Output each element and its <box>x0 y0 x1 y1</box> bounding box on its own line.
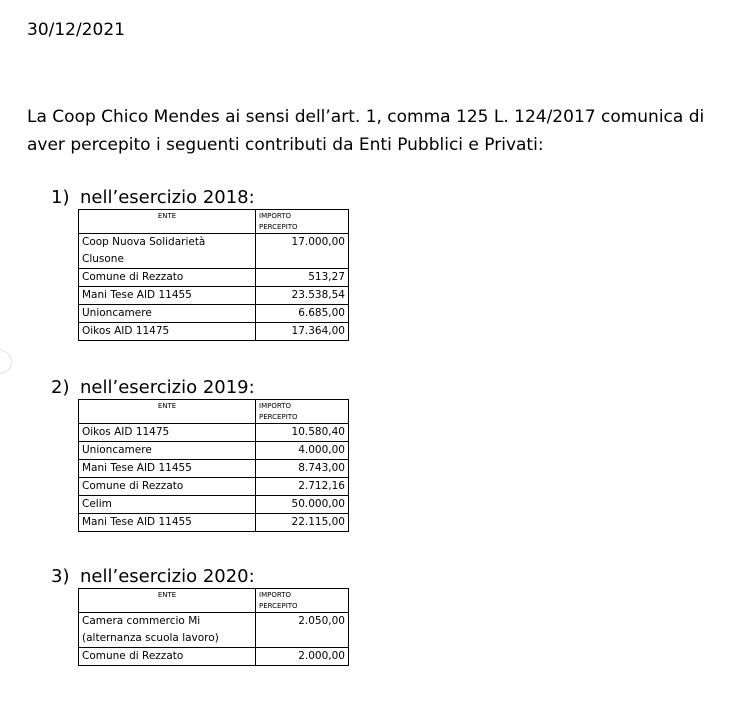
table-row <box>79 613 349 648</box>
section-heading: nell’esercizio 2019: <box>80 377 255 398</box>
header-ente: ENTE <box>79 210 256 234</box>
header-importo <box>256 210 349 234</box>
amount-cell: 2.050,00 <box>256 613 349 648</box>
table-row <box>79 648 349 666</box>
ente-cell: Oikos AID 11475 <box>79 323 256 341</box>
header-importo <box>256 589 349 613</box>
table-header-row <box>79 210 349 234</box>
table-row <box>79 424 349 442</box>
ente-name-line2: Clusone <box>82 253 124 265</box>
section-number: 3) <box>51 566 70 587</box>
contributions-table-2019 <box>78 399 349 532</box>
header-importo-line2: PERCEPITO <box>259 602 298 610</box>
table-row <box>79 460 349 478</box>
header-importo-line1: IMPORTO <box>259 591 291 599</box>
section-title <box>51 188 349 208</box>
section-title <box>51 567 349 587</box>
ente-cell <box>79 234 256 269</box>
header-importo-line1: IMPORTO <box>259 402 291 410</box>
amount-cell: 17.000,00 <box>256 234 349 269</box>
amount-cell: 17.364,00 <box>256 323 349 341</box>
ente-cell: Oikos AID 11475 <box>79 424 256 442</box>
ente-cell: Mani Tese AID 11455 <box>79 460 256 478</box>
ente-cell: Mani Tese AID 11455 <box>79 514 256 532</box>
table-header-row <box>79 589 349 613</box>
ente-name-line2: (alternanza scuola lavoro) <box>82 632 219 644</box>
header-importo <box>256 400 349 424</box>
table-row <box>79 514 349 532</box>
ente-cell: Mani Tese AID 11455 <box>79 287 256 305</box>
section-heading: nell’esercizio 2020: <box>80 566 255 587</box>
header-importo-line2: PERCEPITO <box>259 413 298 421</box>
amount-cell: 2.712,16 <box>256 478 349 496</box>
amount-cell: 8.743,00 <box>256 460 349 478</box>
table-row <box>79 496 349 514</box>
intro-paragraph: La Coop Chico Mendes ai sensi dell’art. 1, comma 125 L. 124/2017 comunica di aver percepito i seguenti contributi da Enti Pubblici e Privati: <box>27 107 705 155</box>
ente-name: Coop Nuova Solidarietà <box>82 236 206 248</box>
table-row <box>79 269 349 287</box>
contributions-table-2020 <box>78 588 349 666</box>
ente-cell: Comune di Rezzato <box>79 478 256 496</box>
section-2020 <box>51 567 349 666</box>
ente-name: Camera commercio Mi <box>82 615 201 627</box>
table-header-row <box>79 400 349 424</box>
table-row <box>79 478 349 496</box>
amount-cell: 6.685,00 <box>256 305 349 323</box>
table-row <box>79 323 349 341</box>
table-row <box>79 234 349 269</box>
ente-cell: Comune di Rezzato <box>79 269 256 287</box>
ente-cell: Celim <box>79 496 256 514</box>
amount-cell: 23.538,54 <box>256 287 349 305</box>
table-row <box>79 287 349 305</box>
amount-cell: 4.000,00 <box>256 442 349 460</box>
amount-cell: 513,27 <box>256 269 349 287</box>
ente-cell <box>79 613 256 648</box>
section-2018 <box>51 188 349 341</box>
amount-cell: 2.000,00 <box>256 648 349 666</box>
section-number: 2) <box>51 377 70 398</box>
header-ente: ENTE <box>79 589 256 613</box>
amount-cell: 22.115,00 <box>256 514 349 532</box>
header-ente: ENTE <box>79 400 256 424</box>
ente-cell: Unioncamere <box>79 442 256 460</box>
ente-cell: Unioncamere <box>79 305 256 323</box>
table-row <box>79 442 349 460</box>
section-number: 1) <box>51 187 70 208</box>
section-title <box>51 378 349 398</box>
margin-circle-mark <box>0 350 12 374</box>
section-2019 <box>51 378 349 532</box>
table-row <box>79 305 349 323</box>
contributions-table-2018 <box>78 209 349 341</box>
document-date: 30/12/2021 <box>27 20 125 40</box>
header-importo-line2: PERCEPITO <box>259 223 298 231</box>
section-heading: nell’esercizio 2018: <box>80 187 255 208</box>
amount-cell: 10.580,40 <box>256 424 349 442</box>
amount-cell: 50.000,00 <box>256 496 349 514</box>
header-importo-line1: IMPORTO <box>259 212 291 220</box>
ente-cell: Comune di Rezzato <box>79 648 256 666</box>
